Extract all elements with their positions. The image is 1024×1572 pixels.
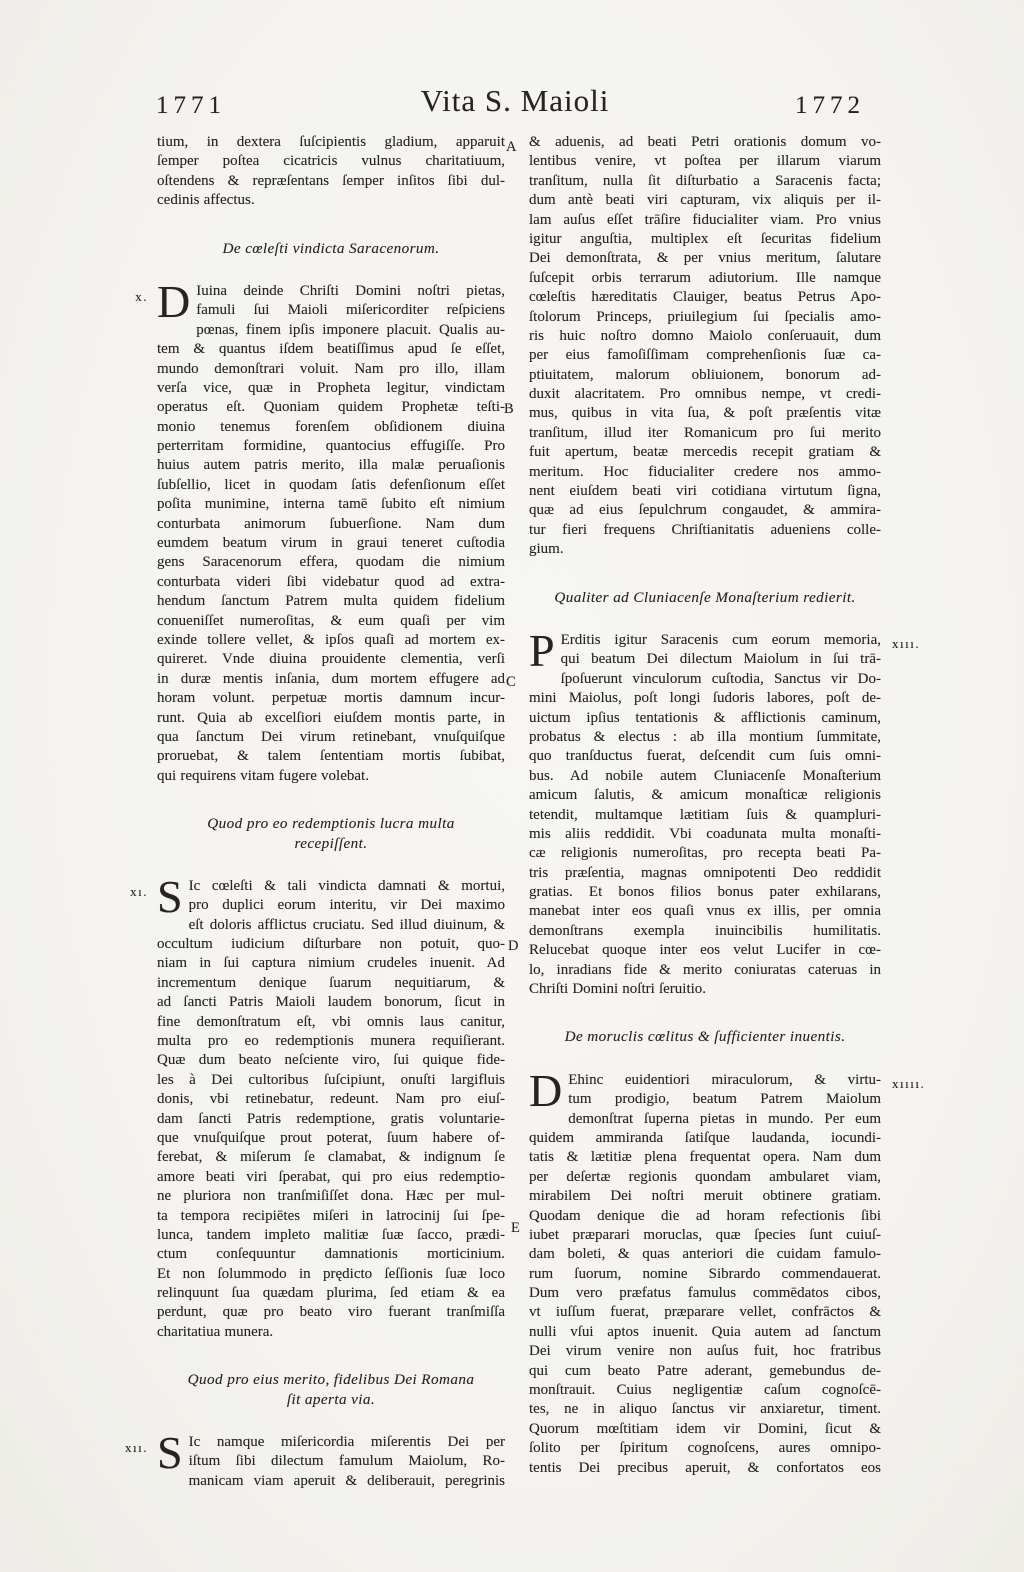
text-line: ſolito per ſpiritum cognoſcens, aures omnipo- [529,1440,881,1457]
continuation-paragraph [157,133,505,211]
left-text-column [125,133,505,1491]
text-line: ſubſellio, licet in quodam ſatis defenſionum eſſet [157,476,505,493]
text-line: perdunt, quæ pro beato viro fuerant tranſmiſſa [157,1304,505,1321]
continuation-paragraph [529,133,881,560]
text-line: Chriſti Domini noſtri ſeruitio. [529,981,707,998]
text-line: gratias. Et bonos filios bonus pater exhilarans, [529,884,881,901]
text-line: mis aliis reddidit. Vbi coadunata multa monaſti- [529,825,881,842]
text-line: runt. Quia ab excelſiori eiuſdem montis parte, in [157,709,505,726]
drop-cap: S [157,1427,183,1479]
text-line: dam ſancti Patris redemptione, gratis voluntarie- [157,1110,505,1127]
text-line: Iuina deinde Chriſti Domini noſtri pietas, [196,282,505,299]
text-line: exinde tollere vellet, & ipſos quaſi ad mortem ex- [157,631,505,648]
text-line: iubet præparari moruclas, quæ ſpecies ſunt cuiuſ- [529,1226,881,1243]
text-line: perterritam formidine, quantocius effugiſſe. Pro [157,438,505,455]
text-line: Quodam denique die ad horam refectionis ſibi [529,1207,881,1224]
text-line: tranſitum, nulla ſit diſturbatio a Saracenis facta; [529,172,881,189]
text-line: charitatiua munera. [157,1323,274,1340]
text-line: amicum ſalutis, & amicum monaſticæ religionis [529,787,881,804]
text-line: igitur anguſtia, multiplex eſt ſecuritas fidelium [529,230,881,247]
text-line: multa pro eo redemptionis munera requiſierant. [157,1033,505,1050]
heading-line: ſit aperta via. [286,1390,376,1408]
text-line: mus, quibus in vita ſua, & poſt præſentis vitæ [529,405,881,422]
margin-section-number: xı. [130,883,148,899]
gutter-letter-marker: B [504,401,514,417]
text-line: meritum. Hoc fiducialiter credere nos ammo- [529,463,881,480]
text-line: ad ſancti Patris Maioli laudem bonorum, ſicut in [157,994,505,1011]
text-line: rum ſuorum, nomine Sibrardo commendauerat. [529,1265,881,1282]
text-line: quo tranſductus fuerat, deſcendit cum ſuis omni- [529,748,881,765]
text-line: & aduenis, ad beati Petri orationis domum vo- [529,134,881,150]
text-line: occultum iudicium diſturbare non potuit, quo- [157,936,505,953]
text-line: pro duplici eorum interitu, vir Dei maximo [188,897,505,914]
text-line: demonſtrat ſuperna pietas in mundo. Per eum [568,1110,881,1127]
page-number-left: 1771 [156,92,226,119]
text-line: tentis Dei precibus aperuit, & confortatos eos [529,1459,881,1476]
text-line: tum prodigio, beatum Patrem Maiolum [568,1091,881,1108]
text-line: tatis & lætitiæ plena frequentat opera. Nam dum [529,1149,881,1166]
text-line: tium, in dextera ſuſcipientis gladium, apparuit [157,134,505,150]
text-line: qui requirens vitam fugere volebat. [157,767,369,784]
text-line: manicam viam aperuit & deliberauit, peregrinis [188,1472,505,1489]
text-line: donis, vbi retinebatur, redeunt. Nam pro eiuſ- [157,1091,505,1108]
drop-cap: D [157,275,191,327]
text-line: demonſtrans exempla inuincibilis humilitatis. [529,922,881,939]
text-line: per deſertæ regionis quondam ambularet viam, [529,1168,881,1185]
text-line: qua ſanctum Dei virum retinebant, vnuſquiſque [157,728,505,745]
text-line: fuit apertum, beatæ mercedis recepit gratiam & [529,444,881,461]
text-line: cæ religionis numeroſitas, pro recepta beati Pa- [529,845,881,862]
text-line: dum antè beati viri capturam, vix aliquis per il- [529,192,881,209]
text-line: ſtolorum Princeps, priuilegium ſui ſpecialis amo- [529,308,881,325]
text-line: proruebat, & talem ſententiam mortis ſubibat, [157,748,505,765]
text-line: mundo demonſtrari voluit. Nam pro illo, illam [157,360,505,377]
text-line: mirabilem Dei noſtri meruit obtinere gratiam. [529,1188,881,1205]
right-text-column [529,133,926,1478]
text-line: quireret. Vnde diuina prouidente clementia, verſi [157,651,505,668]
text-line: qui beatum Dei dilectum Maiolum in ſui trā- [560,651,881,668]
text-line: Relucebat quoque inter eos velut Lucifer in cœ- [529,942,881,959]
text-line: huius autem patris merito, illa malæ peruaſionis [157,457,505,474]
margin-section-number: x. [135,288,148,304]
section-heading [157,239,505,258]
text-line: per eius famoſiſſimam comprehenſionis ſuæ ca- [529,347,881,364]
page-number-right: 1772 [795,92,865,119]
text-line: ferebat, & miſerum ſe clamabat, & indignum ſe [157,1149,505,1166]
heading-line: De cœleſti vindicta Saracenorum. [222,239,440,257]
text-line: fine demonſtratum eſt, vbi omnis laus canitur, [157,1013,505,1030]
text-line: niam in ſui captura nimium crudeles inuenit. Ad [157,955,505,972]
text-line: les à Dei cultoribus ſuſcipiunt, onuſti largifluis [157,1071,505,1088]
text-line: tris præſentia, magnas omnipotenti Deo reddidit [529,864,881,881]
text-line: Quæ dum beato neſciente viro, ſui quique fide- [157,1052,505,1069]
text-line: hendum ſanctum Patrem multa quidem fidelium [157,593,505,610]
text-line: Ic cœleſti & tali vindicta damnati & mortui, [188,877,505,894]
text-line: ſpoſuerunt vinculorum cuſtodia, Sanctus vir Do- [560,670,881,687]
text-line: vt iuſſum fuerat, præparare vellet, confrāctos & [529,1304,881,1321]
gutter-letter-marker: A [506,139,517,155]
section-heading [529,588,881,607]
text-line: tem & quantus iſdem beatiſſimus apud ſe eſſet, [157,341,505,358]
drop-cap: D [529,1064,563,1116]
gutter-letter-marker: D [508,938,519,954]
text-line: tetendit, multamque lætitiam ſuis & quampluri- [529,806,881,823]
drop-cap: P [529,624,555,676]
text-line: gium. [529,541,564,558]
text-line: quidem ammiranda ſatiſque laudanda, iocundi- [529,1129,881,1146]
text-line: eumdem beatum virum in graui teneret cuſtodia [157,535,505,552]
text-line: ne pluriora non tranſmiſiſſet dona. Hæc per mul- [157,1188,505,1205]
text-line: ta tempora recipiētes miſeri in latrocinij ſui ſpe- [157,1207,505,1224]
text-section [125,1427,505,1491]
page-title: Vita S. Maioli [420,83,610,118]
margin-section-number: xıı. [125,1440,148,1456]
paragraph-body [157,870,505,1342]
text-line: lentibus venire, vt poſtea per illarum viarum [529,153,881,170]
paragraph-body [157,275,505,786]
text-line: Dum vero præfatus famulus commēdatos cibos, [529,1285,881,1302]
text-line: pœnas, finem ipſis imponere placuit. Qualis au- [196,321,505,338]
text-section [529,1064,926,1478]
text-line: lunca, tandem impleto malitiæ ſuæ ſacco, prædi- [157,1226,505,1243]
text-line: lam auſus eſſet trāſire fiducialiter viam. Pro vnius [529,211,881,228]
paragraph-body [529,133,881,560]
text-line: ptiuitatem, malorum obliuionem, bonorum ad- [529,366,881,383]
text-line: cedinis affectus. [157,192,255,209]
drop-cap: S [157,870,183,922]
heading-line: Quod pro eius merito, fidelibus Dei Romana [187,1371,475,1389]
text-line: ris huic noſtro domno Maiolo conſeruauit, dum [529,327,881,344]
text-line: relinquunt ſua quædam plurima, ſed etiam & ea [157,1285,505,1302]
text-line: tranſitum, illud iter Romanicum pro ſui merito [529,424,881,441]
paragraph-body [157,133,505,211]
text-line: poſita munimine, interna tamē ſubito eſt nimium [157,496,505,513]
heading-line: recepiſſent. [294,834,368,852]
heading-line: Quod pro eo redemptionis lucra multa [207,815,455,833]
section-heading [157,1370,505,1409]
text-line: conturbata videri ſibi videbatur quod ad extra- [157,573,505,590]
text-line: oſtendens & repræſentans ſemper inſitos ſibi dul- [157,172,505,189]
text-line: quæ ad eius ſepulchrum congaudet, & ammira- [529,502,881,519]
text-line: ſemper poſtea cicatricis vulnus charitatiuum, [157,153,505,170]
text-line: Dei virum venire non auſus fuit, hoc fratribus [529,1343,881,1360]
text-line: lo, inradians fide & merito coniuratas cateruas in [529,961,881,978]
section-heading [157,814,505,853]
text-line: iſtum ſibi dilectum famulum Maiolum, Ro- [188,1453,505,1470]
text-line: conturbata animorum ſubuerſione. Nam dum [157,515,505,532]
text-line: bus. Ad nobile autem Cluniacenſe Monaſterium [529,767,881,784]
text-section [135,275,505,786]
text-section [529,624,921,999]
text-line: que vnuſquiſque prout poterat, ſuum habere of- [157,1129,505,1146]
text-line: nent eiuſdem beati viri cotidiana virtutum ſigna, [529,483,881,500]
text-line: famuli ſui Maioli miſericorditer reſpiciens [196,302,505,319]
gutter-letter-marker: C [506,674,516,690]
text-line: ſuſcepit orbis terrarum adiutorium. Ille namque [529,269,881,286]
text-line: gens Saracenorum effera, quodam die nimium [157,554,505,571]
text-line: duxit alacritatem. Pro omnibus nempe, vt credi- [529,386,881,403]
text-line: Quorum mœſtitiam idem vir Domini, ſicut & [529,1420,881,1437]
text-line: Et non ſolummodo in prędicto ſeſſionis ſuæ loco [157,1265,505,1282]
text-line: nulli vſui aptos inuenit. Quia autem ad ſanctum [529,1323,881,1340]
text-line: ctum conſequuntur damnationis morticinium. [157,1246,505,1263]
text-line: Erditis igitur Saracenis cum eorum memoria, [560,631,881,648]
text-line: operatus eſt. Quoniam quidem Prophetæ teſti- [157,399,505,416]
section-heading [529,1027,881,1046]
text-line: uictum ipſius tentationis & afflictionis caminum, [529,709,881,726]
text-line: monio tenemus forenſem obſidionem diuina [157,418,505,435]
text-line: incrementum denique ſuarum nequitiarum, & [157,974,505,991]
text-section [130,870,505,1342]
text-line: tes, ne in aliquo ſanctus vir anxiaretur, timent. [529,1401,881,1418]
heading-line: De moruclis cœlitus & ſufficienter inuentis. [564,1028,846,1046]
text-line: Ehinc euidentiori miraculorum, & virtu- [568,1071,881,1088]
text-line: cœleſtis hæreditatis Clauiger, beatus Petrus Apo- [529,289,881,306]
gutter-letter-marker: E [511,1220,520,1236]
margin-section-number: xıııı. [892,1075,926,1091]
paragraph-body [529,624,881,999]
text-line: mini Maiolus, poſt longi ſudoris labores, poſt de- [529,690,881,707]
margin-section-number: xııı. [892,635,921,651]
text-line: Ic namque miſericordia miſerentis Dei per [188,1434,505,1451]
text-line: dam boleti, & quas anteriori die cuidam famulo- [529,1246,881,1263]
paragraph-body [157,1427,505,1491]
text-line: tur fieri frequens Chriſtianitatis adueniens colle- [529,521,881,538]
text-line: eſt doloris afflictus cruciatu. Sed illud diuinum, & [188,916,505,933]
text-line: Dei demonſtrata, & per vnius meritum, ſalutare [529,250,881,267]
paragraph-body [529,1064,881,1478]
text-line: verſa vice, quæ in Propheta legitur, vindictam [157,379,505,396]
text-line: monſtrauit. Cuius negligentiæ caſum cognoſcē- [529,1382,881,1399]
text-line: conueniſſet numeroſitas, & eum quaſi per vim [157,612,505,629]
text-line: probatus & electus : ab illa montium ſummitate, [529,728,881,745]
text-line: in duræ mentis inſania, dum mortem effugere ad [157,670,505,687]
heading-line: Qualiter ad Cluniacenſe Monaſterium redierit. [554,588,856,606]
text-line: horam volunt. perpetuæ mortis damnum incur- [157,690,505,707]
text-line: manebat inter eos quaſi vnus ex illis, per omnia [529,903,881,920]
text-line: qui cum beato Patre aderant, gemebundus de- [529,1362,881,1379]
text-line: amore beati viri ſperabat, qui pro eius redemptio- [157,1168,505,1185]
